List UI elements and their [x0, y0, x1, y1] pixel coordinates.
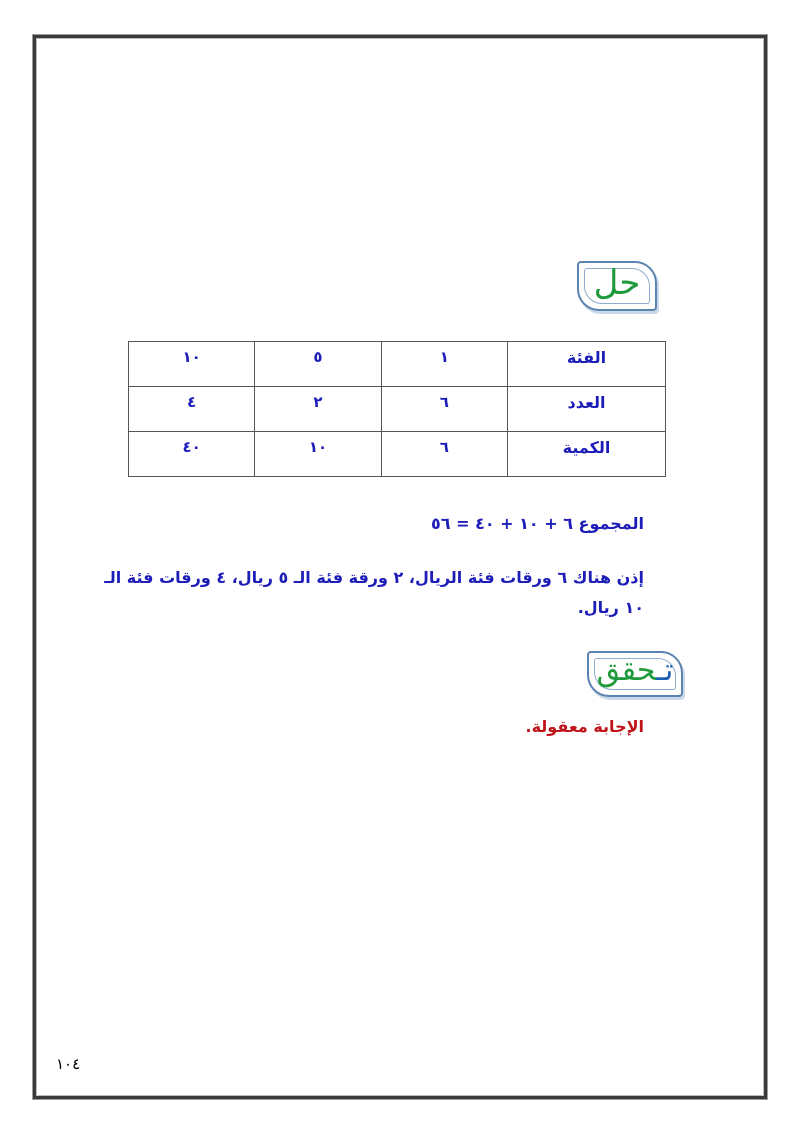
table-row: [129, 387, 666, 432]
check-heading: [589, 653, 681, 686]
table-cell: ٦: [381, 432, 507, 477]
check-heading-tag: [587, 651, 683, 697]
row-label: العدد: [508, 387, 666, 432]
check-heading-part1: تـ: [656, 653, 674, 688]
page-number: ١٠٤: [56, 1055, 81, 1073]
sum-equation: المجموع ٦ + ١٠ + ٤٠ = ٥٦: [430, 514, 644, 533]
table-cell: ٥: [255, 342, 381, 387]
row-label: الكمية: [508, 432, 666, 477]
solve-heading: حل: [593, 263, 641, 303]
denomination-table: [128, 341, 666, 477]
check-heading-part2: حقق: [596, 653, 657, 688]
row-label: الفئة: [508, 342, 666, 387]
answer-text: الإجابة معقولة.: [525, 717, 644, 736]
table-row: [129, 342, 666, 387]
table-cell: ١٠: [129, 342, 255, 387]
table-cell: ٦: [381, 387, 507, 432]
solve-heading-tag: [577, 261, 657, 311]
table-cell: ٤٠: [129, 432, 255, 477]
table-cell: ٢: [255, 387, 381, 432]
table-row: [129, 432, 666, 477]
table-cell: ١: [381, 342, 507, 387]
conclusion-text: إذن هناك ٦ ورقات فئة الريال، ٢ ورقة فئة الـ ٥ ريال، ٤ ورقات فئة الـ ١٠ ريال.: [104, 568, 644, 617]
table-cell: ٤: [129, 387, 255, 432]
table-cell: ١٠: [255, 432, 381, 477]
